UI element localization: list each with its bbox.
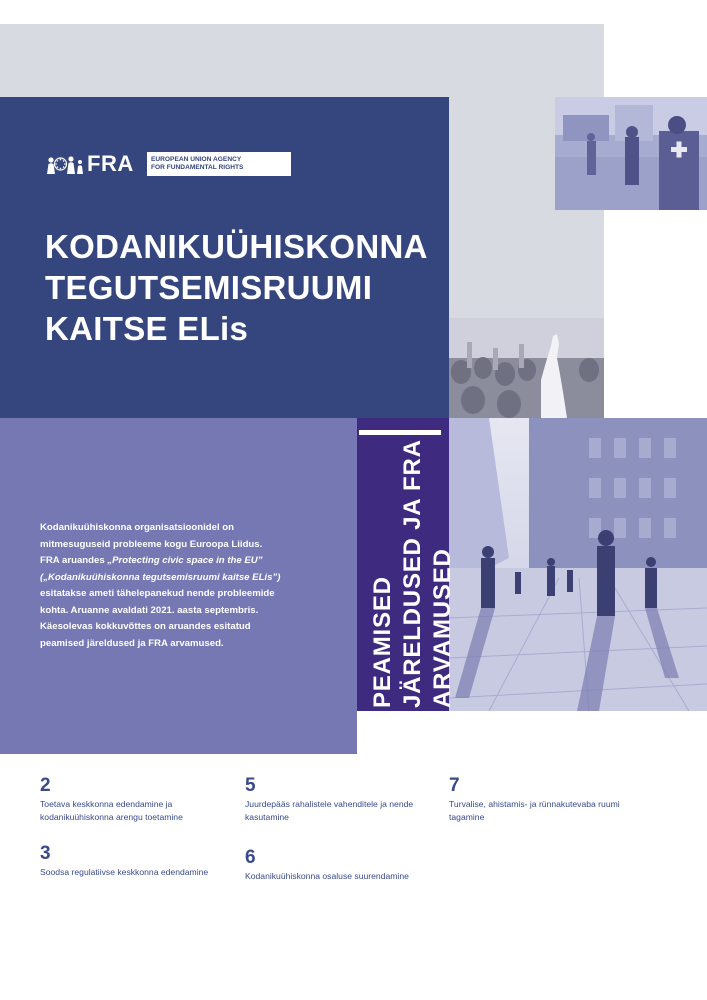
photo-humanitarian-aid-image	[555, 97, 707, 210]
contents-entry-title	[245, 798, 440, 823]
contents-title-line: Toetava keskkonna edendamine ja	[40, 799, 173, 809]
photo-city-street-image	[449, 418, 707, 711]
photo-raised-hands-image	[449, 318, 604, 418]
intro-line: esitatakse ameti tähelepanekud nende probleemide	[40, 588, 275, 599]
title-line: KODANIKUÜHISKONNA	[45, 228, 428, 265]
contents-entry-title	[40, 798, 230, 823]
logo-agency-box	[147, 152, 291, 176]
report-title-english: „Protecting civic space in the EU”	[107, 555, 263, 566]
intro-line: kohta. Aruanne avaldati 2021. aasta septembris.	[40, 604, 259, 616]
vertical-heading-rule	[359, 430, 441, 435]
contents-title-line: Kodanikuühiskonna osaluse suurendamine	[245, 871, 409, 881]
title-line: KAITSE ELis	[45, 310, 249, 347]
intro-text: FRA aruandes	[40, 555, 108, 566]
contents-entry[interactable]	[40, 776, 230, 823]
contents-title-line: Juurdepääs rahalistele vahenditele ja nende	[245, 799, 414, 809]
contents-page-number: 7	[449, 775, 460, 796]
fra-figures-icon	[45, 152, 87, 176]
vertical-heading-line: ARVAMUSED	[429, 548, 456, 708]
contents-title-line: Turvalise, ahistamis- ja rünnakutevaba ruumi	[449, 799, 620, 809]
report-title-estonian: („Kodanikuühiskonna tegutsemisruumi kaitse ELis”)	[40, 571, 281, 583]
contents-page-number: 6	[245, 847, 256, 868]
intro-line: Käesolevas kokkuvõttes on aruandes esitatud	[40, 621, 251, 632]
contents-title-line: tagamine	[449, 811, 485, 822]
logo-agency-line1: EUROPEAN UNION AGENCY	[151, 156, 242, 163]
contents-entry-title	[245, 870, 445, 883]
intro-line	[40, 553, 340, 570]
contents-page-number: 5	[245, 775, 256, 796]
intro-paragraph	[40, 520, 340, 652]
contents-title-line: kodanikuühiskonna arengu toetamine	[40, 811, 183, 822]
contents-title-line: Soodsa regulatiivse keskkonna edendamine	[40, 867, 209, 877]
intro-line	[40, 570, 340, 587]
page-title	[45, 226, 440, 349]
logo-wordmark: FRA	[87, 151, 134, 176]
vertical-heading	[368, 438, 458, 708]
contents-entry[interactable]	[40, 844, 240, 879]
photo-raised-hands	[449, 318, 604, 418]
logo-agency-line2: FOR FUNDAMENTAL RIGHTS	[151, 164, 244, 171]
vertical-heading-line: JÄRELDUSED JA FRA	[399, 439, 426, 708]
contents-entry[interactable]	[449, 776, 649, 823]
contents-entry-title	[449, 798, 649, 823]
contents-entry[interactable]	[245, 848, 445, 883]
photo-humanitarian-aid	[555, 97, 707, 210]
photo-city-street	[449, 418, 707, 711]
fra-logo	[45, 152, 291, 176]
contents-title-line: kasutamine	[245, 811, 289, 822]
title-line: TEGUTSEMISRUUMI	[45, 269, 373, 306]
contents-page-number: 3	[40, 843, 51, 864]
intro-line: peamised järeldused ja FRA arvamused.	[40, 637, 224, 649]
contents-entry[interactable]	[245, 776, 440, 823]
contents-page-number: 2	[40, 775, 51, 796]
intro-line: Kodanikuühiskonna organisatsioonidel on	[40, 522, 235, 533]
contents-entry-title	[40, 866, 240, 879]
vertical-heading-line: PEAMISED	[369, 576, 396, 708]
intro-line: mitmesuguseid probleeme kogu Euroopa Liidus.	[40, 538, 263, 550]
